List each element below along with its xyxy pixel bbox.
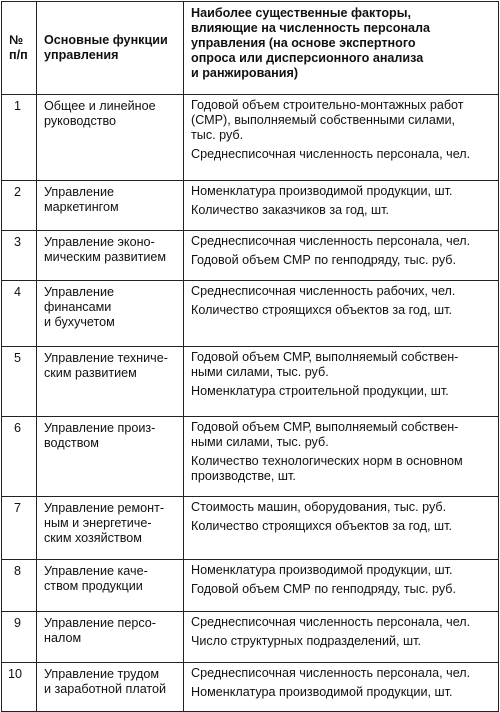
function-line: ским хозяйством	[44, 531, 142, 545]
factor-line: Количество строящихся объектов за год, шт.	[191, 303, 452, 317]
factor-line: Номенклатура производимой продукции, шт.	[191, 563, 453, 577]
function-line: ным и энергетиче-	[44, 516, 152, 530]
function-line: Управление ремонт-	[44, 501, 165, 515]
factors-cell	[184, 281, 499, 347]
function-cell	[37, 560, 184, 612]
function-line: налом	[44, 631, 82, 645]
row-number: 8	[2, 560, 37, 612]
factors-cell	[184, 417, 499, 497]
factor-line: Среднесписочная численность персонала, чел.	[191, 234, 471, 248]
function-line: водством	[44, 436, 99, 450]
factor-item	[191, 685, 494, 700]
header-factors-line: и ранжирования)	[191, 66, 299, 80]
function-cell	[37, 417, 184, 497]
header-factors-line: Наиболее существенные факторы,	[191, 6, 412, 20]
header-function-line: управления	[44, 48, 119, 62]
table-row	[2, 560, 499, 612]
factor-item	[191, 147, 494, 162]
function-cell	[37, 95, 184, 181]
function-line: руководство	[44, 114, 117, 128]
header-factors-line: опроса или дисперсионного анализа	[191, 51, 424, 65]
function-line: Управление каче-	[44, 564, 148, 578]
function-line: мическим развитием	[44, 250, 167, 264]
factors-cell	[184, 497, 499, 560]
factors-cell	[184, 95, 499, 181]
factor-line: Количество заказчиков за год, шт.	[191, 203, 389, 217]
row-number: 5	[2, 347, 37, 417]
factor-line: Число структурных подразделений, шт.	[191, 634, 422, 648]
factor-item	[191, 303, 494, 318]
function-cell	[37, 281, 184, 347]
function-cell	[37, 347, 184, 417]
row-number: 9	[2, 612, 37, 663]
factor-line: Годовой объем СМР по генподряду, тыс. руб.	[191, 253, 457, 267]
factor-line: Стоимость машин, оборудования, тыс. руб.	[191, 500, 447, 514]
factor-item	[191, 666, 494, 681]
factors-cell	[184, 347, 499, 417]
factor-line: Номенклатура производимой продукции, шт.	[191, 685, 453, 699]
function-line: Общее и линейное	[44, 99, 156, 113]
table-row	[2, 181, 499, 231]
factor-item	[191, 634, 494, 649]
table-row	[2, 612, 499, 663]
function-cell	[37, 231, 184, 281]
table-row	[2, 95, 499, 181]
header-function	[37, 2, 184, 95]
table-row	[2, 497, 499, 560]
header-function-line: Основные функции	[44, 33, 168, 47]
factor-line: Номенклатура производимой продукции, шт.	[191, 184, 453, 198]
factor-item	[191, 253, 494, 268]
function-line: Управление	[44, 185, 115, 199]
factor-item	[191, 454, 494, 484]
factor-line: тыс. руб.	[191, 128, 244, 142]
table-row	[2, 417, 499, 497]
function-line: Управление трудом	[44, 667, 160, 681]
row-number: 3	[2, 231, 37, 281]
function-cell	[37, 497, 184, 560]
header-factors-line: влияющие на численность персонала	[191, 21, 431, 35]
table-header-row	[2, 2, 499, 95]
factor-line: Годовой объем СМР, выполняемый собствен-	[191, 420, 459, 434]
function-line: Управление персо-	[44, 616, 156, 630]
function-line: и бухучетом	[44, 315, 115, 329]
factor-item	[191, 234, 494, 249]
factor-line: Годовой объем строительно-монтажных работ	[191, 98, 464, 112]
factors-cell	[184, 560, 499, 612]
row-number: 2	[2, 181, 37, 231]
factor-line: Среднесписочная численность персонала, чел.	[191, 147, 471, 161]
factor-item	[191, 350, 494, 380]
factors-cell	[184, 663, 499, 712]
function-cell	[37, 181, 184, 231]
factor-line: Количество технологических норм в основном	[191, 454, 463, 468]
factor-item	[191, 98, 494, 143]
function-cell	[37, 612, 184, 663]
factor-item	[191, 384, 494, 399]
function-line: Управление	[44, 285, 115, 299]
factor-line: Количество строящихся объектов за год, шт.	[191, 519, 452, 533]
factor-item	[191, 519, 494, 534]
factors-cell	[184, 181, 499, 231]
factor-item	[191, 184, 494, 199]
factor-line: Годовой объем СМР по генподряду, тыс. руб.	[191, 582, 457, 596]
function-line: ским развитием	[44, 366, 137, 380]
factor-line: производстве, шт.	[191, 469, 296, 483]
row-number: 1	[2, 95, 37, 181]
header-number-line: №	[9, 33, 24, 47]
function-line: маркетингом	[44, 200, 119, 214]
factors-cell	[184, 612, 499, 663]
factor-line: ными силами, тыс. руб.	[191, 435, 329, 449]
table-row	[2, 663, 499, 712]
factor-line: Среднесписочная численность персонала, чел.	[191, 615, 471, 629]
factor-line: Среднесписочная численность рабочих, чел.	[191, 284, 456, 298]
function-line: и заработной платой	[44, 682, 167, 696]
factor-item	[191, 582, 494, 597]
function-line: ством продукции	[44, 579, 143, 593]
factor-line: Номенклатура строительной продукции, шт.	[191, 384, 449, 398]
row-number: 4	[2, 281, 37, 347]
factor-line: Среднесписочная численность персонала, чел.	[191, 666, 471, 680]
header-factors-line: управления (на основе экспертного	[191, 36, 416, 50]
factor-line: Годовой объем СМР, выполняемый собствен-	[191, 350, 459, 364]
header-number-line: п/п	[9, 48, 28, 62]
functions-factors-table	[1, 1, 499, 712]
header-factors	[184, 2, 499, 95]
function-line: Управление техниче-	[44, 351, 168, 365]
table-row	[2, 281, 499, 347]
row-number: 6	[2, 417, 37, 497]
factor-item	[191, 420, 494, 450]
factor-item	[191, 284, 494, 299]
function-cell	[37, 663, 184, 712]
factor-line: ными силами, тыс. руб.	[191, 365, 329, 379]
function-line: Управление эконо-	[44, 235, 155, 249]
factor-item	[191, 615, 494, 630]
header-number	[2, 2, 37, 95]
row-number: 10	[2, 663, 37, 712]
table-row	[2, 347, 499, 417]
function-line: Управление произ-	[44, 421, 156, 435]
factor-item	[191, 500, 494, 515]
factors-cell	[184, 231, 499, 281]
factor-line: (СМР), выполняемый собственными силами,	[191, 113, 456, 127]
factor-item	[191, 203, 494, 218]
table-row	[2, 231, 499, 281]
function-line: финансами	[44, 300, 112, 314]
factor-item	[191, 563, 494, 578]
row-number: 7	[2, 497, 37, 560]
